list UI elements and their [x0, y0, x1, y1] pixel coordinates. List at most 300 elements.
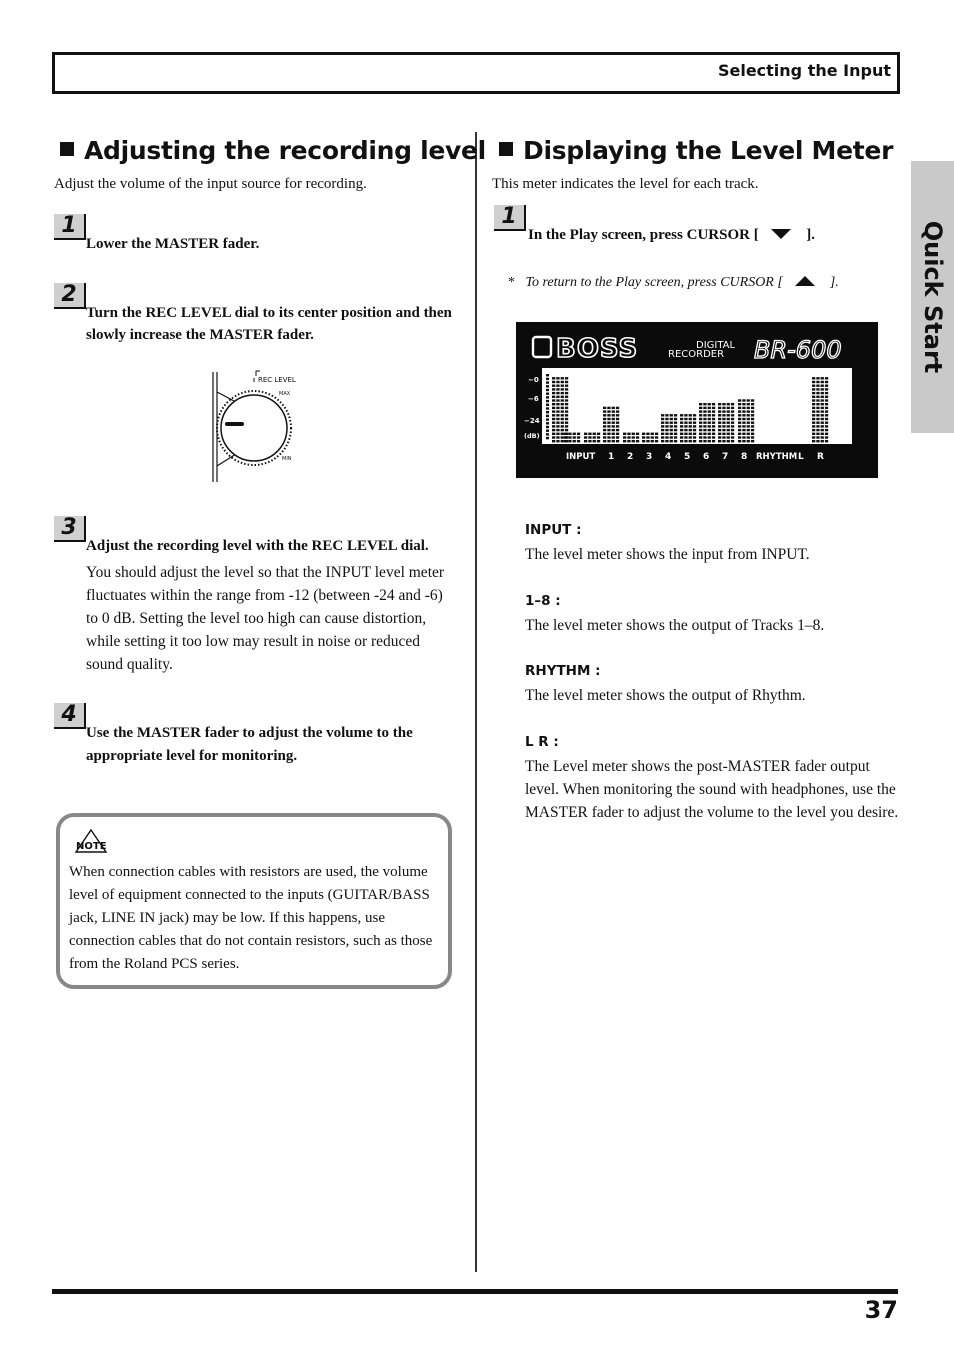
meter-segment — [670, 436, 673, 438]
note-text: When connection cables with resistors are used, the volume level of equipment connected to the inputs (GUITAR/BASS jack, LINE IN jack) may be low. If this happens, use connection cables that do not contain resistors, such as those from the Roland PCS series. — [69, 864, 433, 972]
meter-segment — [674, 425, 677, 427]
meter-segment — [812, 385, 815, 387]
meter-segment — [607, 429, 610, 431]
meter-segment — [556, 381, 559, 383]
meter-segment — [699, 410, 702, 412]
meter-segment — [816, 440, 819, 442]
meter-segment — [693, 440, 696, 442]
meter-segment — [816, 377, 819, 379]
meter-segment — [699, 429, 702, 431]
meter-segment — [616, 422, 619, 424]
scale-tick — [546, 389, 549, 391]
meter-segment — [699, 414, 702, 416]
meter-segment — [708, 418, 711, 420]
meter-segment — [651, 436, 654, 438]
rec-level-dial-illustration — [206, 368, 306, 486]
meter-segment — [556, 403, 559, 405]
meter-segment — [703, 422, 706, 424]
meter-segment — [556, 425, 559, 427]
def-desc: The level meter shows the output of Rhythm. — [525, 687, 806, 704]
meter-segment — [812, 414, 815, 416]
meter-segment — [712, 433, 715, 435]
meter-segment — [655, 433, 658, 435]
channel-label: L — [798, 452, 804, 462]
meter-segment — [552, 418, 555, 420]
meter-segment — [738, 422, 741, 424]
meter-segment — [742, 436, 745, 438]
meter-segment — [616, 436, 619, 438]
meter-segment — [552, 399, 555, 401]
meter-segment — [607, 407, 610, 409]
side-tab-label: Quick Start — [918, 220, 947, 374]
meter-segment — [674, 418, 677, 420]
meter-segment — [655, 440, 658, 442]
meter-segment — [616, 425, 619, 427]
meter-segment — [821, 425, 824, 427]
meter-segment — [722, 440, 725, 442]
meter-segment — [616, 433, 619, 435]
meter-segment — [751, 429, 754, 431]
meter-segment — [718, 418, 721, 420]
meter-segment — [742, 410, 745, 412]
meter-segment — [684, 433, 687, 435]
meter-segment — [731, 410, 734, 412]
meter-segment — [812, 392, 815, 394]
meter-segment — [684, 418, 687, 420]
meter-segment — [616, 410, 619, 412]
meter-segment — [636, 436, 639, 438]
step-text: Use the MASTER fader to adjust the volume to the appropriate level for monitoring. — [86, 725, 413, 764]
meter-segment — [616, 407, 619, 409]
meter-segment — [825, 429, 828, 431]
meter-segment — [816, 399, 819, 401]
meter-segment — [708, 429, 711, 431]
meter-segment — [693, 418, 696, 420]
meter-segment — [680, 425, 683, 427]
meter-segment — [703, 410, 706, 412]
meter-segment — [738, 436, 741, 438]
right-intro: This meter indicates the level for each track. — [492, 176, 759, 192]
note-icon — [72, 828, 110, 856]
meter-segment — [727, 403, 730, 405]
step-number: 4 — [54, 703, 86, 729]
meter-segment — [603, 418, 606, 420]
side-tab — [911, 161, 954, 433]
meter-segment — [665, 418, 668, 420]
meter-segment — [616, 440, 619, 442]
meter-segment — [593, 440, 596, 442]
meter-segment — [674, 414, 677, 416]
meter-segment — [689, 429, 692, 431]
meter-segment — [556, 422, 559, 424]
meter-segment — [703, 433, 706, 435]
meter-segment — [674, 422, 677, 424]
meter-segment — [731, 414, 734, 416]
meter-segment — [561, 385, 564, 387]
meter-segment — [661, 429, 664, 431]
meter-segment — [738, 418, 741, 420]
meter-segment — [680, 440, 683, 442]
meter-segment — [603, 429, 606, 431]
meter-segment — [727, 436, 730, 438]
meter-segment — [552, 410, 555, 412]
meter-segment — [674, 429, 677, 431]
meter-segment — [727, 422, 730, 424]
meter-segment — [680, 433, 683, 435]
bullet-square-icon — [60, 142, 74, 156]
meter-segment — [661, 440, 664, 442]
meter-segment — [825, 396, 828, 398]
meter-segment — [825, 422, 828, 424]
meter-segment — [708, 425, 711, 427]
meter-segment — [552, 385, 555, 387]
meter-segment — [712, 440, 715, 442]
meter-segment — [603, 414, 606, 416]
meter-segment — [623, 440, 626, 442]
meter-segment — [751, 440, 754, 442]
meter-segment — [747, 414, 750, 416]
meter-segment — [708, 407, 711, 409]
meter-segment — [708, 436, 711, 438]
meter-segment — [693, 433, 696, 435]
meter-segment — [816, 403, 819, 405]
step-number: 2 — [54, 283, 86, 309]
meter-segment — [564, 436, 567, 438]
meter-segment — [603, 407, 606, 409]
meter-segment — [747, 403, 750, 405]
meter-segment — [588, 433, 591, 435]
meter-segment — [689, 418, 692, 420]
meter-segment — [812, 377, 815, 379]
meter-segment — [703, 440, 706, 442]
meter-segment — [812, 388, 815, 390]
meter-segment — [670, 418, 673, 420]
scale-tick — [546, 433, 549, 435]
header-bar — [52, 52, 900, 94]
meter-segment — [718, 440, 721, 442]
meter-segment — [646, 436, 649, 438]
meter-segment — [812, 436, 815, 438]
meter-segment — [703, 436, 706, 438]
meter-segment — [825, 414, 828, 416]
meter-segment — [552, 429, 555, 431]
meter-segment — [825, 407, 828, 409]
meter-segment — [565, 403, 568, 405]
meter-segment — [627, 440, 630, 442]
step-text: Lower the MASTER fader. — [86, 236, 260, 252]
meter-segment — [689, 422, 692, 424]
boss-logo — [533, 334, 638, 364]
meter-segment — [561, 396, 564, 398]
meter-segment — [684, 429, 687, 431]
meter-segment — [573, 436, 576, 438]
meter-segment — [712, 410, 715, 412]
def-desc: The level meter shows the output of Tracks 1–8. — [525, 617, 825, 634]
meter-segment — [821, 392, 824, 394]
meter-segment — [593, 433, 596, 435]
meter-segment — [684, 425, 687, 427]
meter-segment — [708, 414, 711, 416]
meter-segment — [556, 396, 559, 398]
meter-segment — [556, 407, 559, 409]
meter-segment — [670, 414, 673, 416]
meter-segment — [727, 425, 730, 427]
meter-segment — [821, 410, 824, 412]
meter-segment — [731, 407, 734, 409]
left-section-title: Adjusting the recording level — [60, 136, 486, 165]
right-section-title: Displaying the Level Meter — [499, 136, 893, 165]
def-desc: The level meter shows the input from INPUT. — [525, 546, 810, 563]
step-text: Turn the REC LEVEL dial to its center position and then slowly increase the MASTER fader. — [86, 305, 452, 343]
meter-segment — [661, 422, 664, 424]
meter-segment — [632, 436, 635, 438]
meter-segment — [561, 399, 564, 401]
meter-segment — [561, 388, 564, 390]
meter-segment — [722, 403, 725, 405]
scale-24: −24 — [524, 417, 540, 425]
meter-segment — [689, 433, 692, 435]
meter-segment — [552, 388, 555, 390]
meter-segment — [816, 425, 819, 427]
meter-segment — [816, 418, 819, 420]
br600-display — [516, 322, 878, 478]
meter-segment — [607, 422, 610, 424]
meter-segment — [718, 414, 721, 416]
meter-segment — [712, 418, 715, 420]
meter-segment — [565, 388, 568, 390]
channel-label: 4 — [665, 452, 672, 462]
meter-segment — [689, 436, 692, 438]
channel-label: 3 — [646, 452, 653, 462]
meter-segment — [623, 436, 626, 438]
scale-tick — [546, 393, 549, 395]
meter-segment — [825, 403, 828, 405]
meter-segment — [684, 422, 687, 424]
meter-segment — [751, 403, 754, 405]
meter-segment — [742, 433, 745, 435]
meter-segment — [564, 440, 567, 442]
scale-tick — [546, 422, 549, 424]
meter-segment — [825, 433, 828, 435]
svg-text:BOSS: BOSS — [556, 334, 639, 364]
meter-segment — [670, 440, 673, 442]
meter-segment — [747, 407, 750, 409]
meter-segment — [565, 377, 568, 379]
meter-segment — [642, 440, 645, 442]
meter-segment — [742, 440, 745, 442]
meter-segment — [561, 410, 564, 412]
meter-segment — [821, 407, 824, 409]
bullet-square-icon — [499, 142, 513, 156]
meter-segment — [718, 425, 721, 427]
meter-segment — [731, 403, 734, 405]
meter-segment — [708, 422, 711, 424]
meter-segment — [751, 425, 754, 427]
meter-segment — [561, 407, 564, 409]
meter-segment — [561, 381, 564, 383]
meter-segment — [674, 433, 677, 435]
meter-segment — [812, 403, 815, 405]
meter-segment — [612, 414, 615, 416]
meter-segment — [712, 425, 715, 427]
scale-tick — [546, 418, 549, 420]
meter-segment — [816, 433, 819, 435]
meter-segment — [816, 396, 819, 398]
def-term: L R : — [525, 734, 559, 750]
meter-segment — [825, 392, 828, 394]
meter-segment — [674, 440, 677, 442]
meter-segment — [738, 414, 741, 416]
meter-segment — [680, 418, 683, 420]
meter-segment — [568, 436, 571, 438]
meter-segment — [607, 425, 610, 427]
meter-segment — [603, 410, 606, 412]
meter-segment — [699, 433, 702, 435]
meter-segment — [665, 433, 668, 435]
meter-segment — [561, 433, 564, 435]
meter-segment — [552, 425, 555, 427]
meter-segment — [751, 414, 754, 416]
meter-segment — [825, 399, 828, 401]
scale-tick — [546, 411, 549, 413]
meter-segment — [693, 414, 696, 416]
meter-segment — [588, 440, 591, 442]
meter-segment — [607, 418, 610, 420]
meter-segment — [821, 436, 824, 438]
scale-tick — [546, 374, 549, 376]
meter-segment — [665, 429, 668, 431]
meter-segment — [632, 433, 635, 435]
meter-segment — [689, 440, 692, 442]
meter-segment — [561, 403, 564, 405]
meter-segment — [825, 385, 828, 387]
meter-segment — [722, 407, 725, 409]
dial-max-label: MAX — [279, 391, 291, 397]
meter-segment — [693, 425, 696, 427]
meter-segment — [556, 418, 559, 420]
meter-segment — [727, 418, 730, 420]
meter-segment — [722, 425, 725, 427]
section-header-title: Selecting the Input — [717, 61, 891, 80]
meter-segment — [561, 429, 564, 431]
meter-segment — [552, 396, 555, 398]
meter-segment — [812, 418, 815, 420]
cursor-down-icon — [770, 228, 792, 240]
meter-segment — [742, 425, 745, 427]
meter-segment — [821, 396, 824, 398]
meter-segment — [552, 377, 555, 379]
meter-segment — [584, 440, 587, 442]
svg-text:NOTE: NOTE — [76, 841, 107, 852]
meter-segment — [751, 422, 754, 424]
meter-segment — [747, 422, 750, 424]
meter-segment — [565, 410, 568, 412]
scale-6: −6 — [528, 395, 539, 403]
meter-segment — [718, 433, 721, 435]
meter-segment — [565, 392, 568, 394]
meter-segment — [816, 436, 819, 438]
meter-segment — [699, 425, 702, 427]
meter-segment — [751, 433, 754, 435]
meter-segment — [718, 407, 721, 409]
meter-segment — [727, 414, 730, 416]
meter-segment — [812, 410, 815, 412]
meter-segment — [712, 407, 715, 409]
meter-segment — [655, 436, 658, 438]
meter-segment — [712, 414, 715, 416]
meter-segment — [616, 414, 619, 416]
meter-segment — [607, 410, 610, 412]
meter-segment — [565, 414, 568, 416]
meter-segment — [565, 422, 568, 424]
meter-segment — [821, 440, 824, 442]
meter-segment — [821, 429, 824, 431]
scale-tick — [546, 437, 549, 439]
meter-segment — [588, 436, 591, 438]
meter-segment — [821, 414, 824, 416]
meter-segment — [661, 418, 664, 420]
meter-segment — [565, 407, 568, 409]
meter-segment — [738, 433, 741, 435]
meter-segment — [612, 410, 615, 412]
meter-segment — [812, 440, 815, 442]
meter-segment — [565, 399, 568, 401]
meter-segment — [603, 436, 606, 438]
meter-segment — [642, 433, 645, 435]
meter-segment — [561, 377, 564, 379]
channel-label: 1 — [608, 452, 615, 462]
meter-segment — [674, 436, 677, 438]
meter-segment — [556, 385, 559, 387]
meter-segment — [665, 436, 668, 438]
meter-segment — [722, 414, 725, 416]
meter-segment — [722, 422, 725, 424]
meter-segment — [565, 381, 568, 383]
meter-segment — [612, 407, 615, 409]
meter-segment — [607, 414, 610, 416]
meter-segment — [561, 392, 564, 394]
meter-segment — [642, 436, 645, 438]
step-text: In the Play screen, press CURSOR [ ]. — [528, 227, 815, 243]
meter-segment — [722, 418, 725, 420]
meter-segment — [821, 399, 824, 401]
meter-segment — [552, 436, 555, 438]
def-desc: The Level meter shows the post-MASTER fader output level. When monitoring the sound with headphones, use the MASTER fader to adjust the volume to the level you desire. — [525, 758, 899, 821]
meter-segment — [577, 436, 580, 438]
meter-segment — [577, 433, 580, 435]
meter-segment — [612, 425, 615, 427]
footer-rule — [52, 1289, 898, 1294]
meter-segment — [699, 422, 702, 424]
meter-segment — [821, 418, 824, 420]
meter-segment — [751, 399, 754, 401]
meter-segment — [703, 418, 706, 420]
step-number: 1 — [494, 205, 526, 231]
meter-segment — [738, 410, 741, 412]
meter-segment — [751, 407, 754, 409]
def-term: RHYTHM : — [525, 663, 601, 679]
meter-segment — [738, 399, 741, 401]
meter-segment — [742, 422, 745, 424]
meter-segment — [616, 418, 619, 420]
meter-segment — [747, 429, 750, 431]
meter-segment — [812, 399, 815, 401]
meter-segment — [684, 436, 687, 438]
scale-tick — [546, 378, 549, 380]
meter-segment — [665, 440, 668, 442]
scale-tick — [546, 430, 549, 432]
meter-segment — [556, 414, 559, 416]
